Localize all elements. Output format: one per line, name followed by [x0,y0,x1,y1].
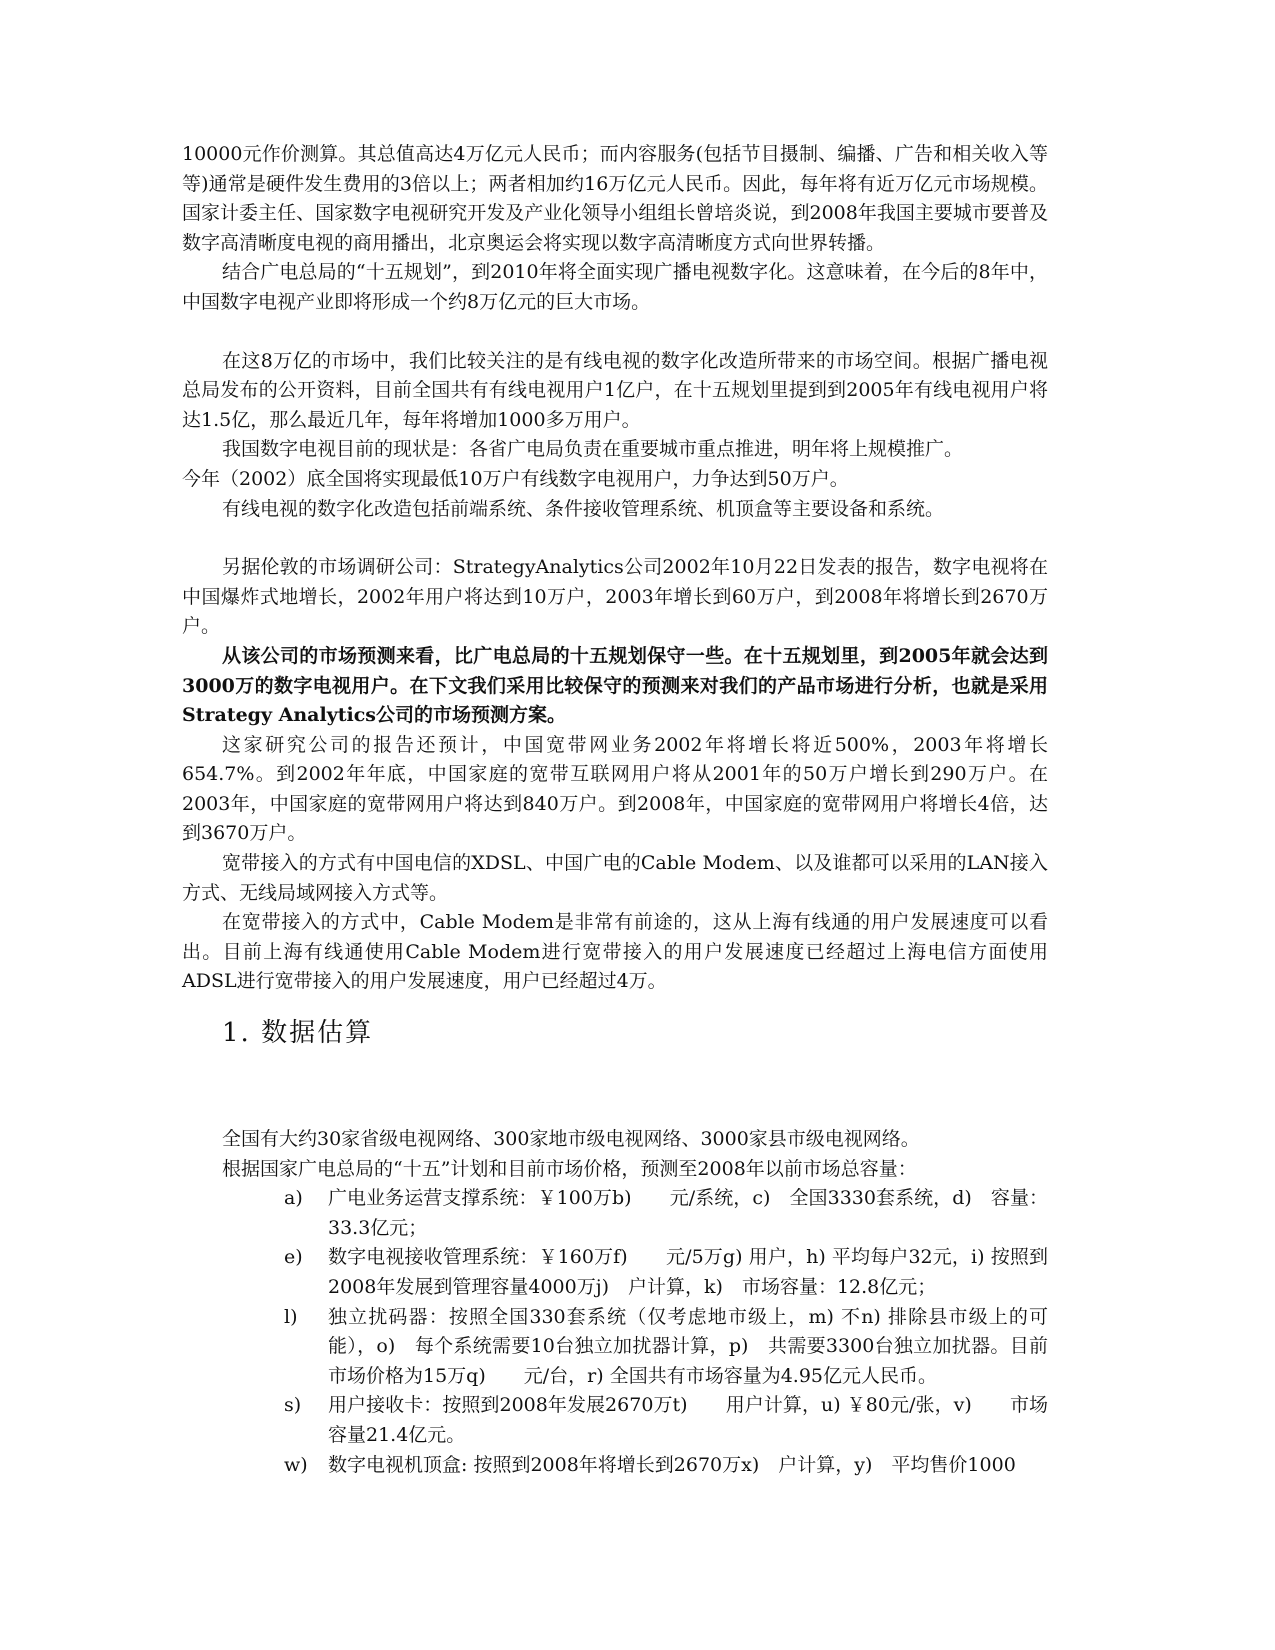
section-heading: 1. 数据估算 [222,1018,374,1049]
list-item-label: w) [284,1453,308,1476]
list-item-text: 独立扰码器：按照全国330套系统（仅考虑地市级上，m) 不n) 排除县市级上的可能），o) 每个系统需要10台独立加扰器计算，p) 共需要3300台独立加扰器。目前市场价格为15万q) 元/台，r) 全国共有市场容量为4.95亿元人民币。 [328,1305,1048,1387]
list-item-text: 数字电视接收管理系统：￥160万f) 元/5万g) 用户，h) 平均每户32元，i) 按照到2008年发展到管理容量4000万j) 户计算，k) 市场容量：12.8亿元； [328,1246,1048,1298]
paragraph-cable-modem: 在宽带接入的方式中，Cable Modem是非常有前途的，这从上海有线通的用户发展速度可以看出。目前上海有线通使用Cable Modem进行宽带接入的用户发展速度已经超过上海电信方面使用ADSL进行宽带接入的用户发展速度，用户已经超过4万。 [182,911,1048,993]
paragraph-market-value: 10000元作价测算。其总值高达4万亿元人民币；而内容服务(包括节目摄制、编播、广告和相关收入等等)通常是硬件发生费用的3倍以上；两者相加约16万亿元人民币。因此，每年将有近万亿元市场规模。国家计委主任、国家数字电视研究开发及产业化领导小组组长曾培炎说，到2008年我国主要城市要普及数字高清晰度电视的商用播出，北京奥运会将实现以数字高清晰度方式向世界转播。 [182,143,1048,254]
paragraph-cable-market: 在这8万亿的市场中，我们比较关注的是有线电视的数字化改造所带来的市场空间。根据广播电视总局发布的公开资料，目前全国共有有线电视用户1亿户，在十五规划里提到到2005年有线电视用户将达1.5亿，那么最近几年，每年将增加1000多万用户。 [182,349,1048,431]
list-item [284,1391,1048,1450]
paragraph-user-target: 今年（2002）底全国将实现最低10万户有线数字电视用户，力争达到50万户。 [182,467,849,490]
list-item [284,1303,1048,1392]
section-intro-networks: 全国有大约30家省级电视网络、300家地市级电视网络、3000家县市级电视网络。 [222,1128,920,1151]
list-item [284,1243,1048,1302]
paragraph-access-methods: 宽带接入的方式有中国电信的XDSL、中国广电的Cable Modem、以及谁都可以采用的LAN接入方式、无线局域网接入方式等。 [182,852,1048,904]
list-item-text: 用户接收卡：按照到2008年发展2670万t) 用户计算，u) ￥80元/张，v) 市场容量21.4亿元。 [328,1394,1048,1446]
blank-line [182,318,1048,347]
list-item-label: l) [284,1305,298,1328]
list-item-label: e) [284,1246,303,1269]
list-item-text: 广电业务运营支撑系统：￥100万b) 元/系统，c) 全国3330套系统，d) 容量：33.3亿元； [328,1187,1048,1239]
list-item-label: s) [284,1394,302,1417]
list-item-label: a) [284,1187,303,1210]
document-page [182,140,1048,1480]
paragraph-forecast-choice: 从该公司的市场预测来看，比广电总局的十五规划保守一些。在十五规划里，到2005年就会达到3000万的数字电视用户。在下文我们采用比较保守的预测来对我们的产品市场进行分析，也就是采用Strategy Analytics公司的市场预测方案。 [182,644,1048,727]
blank-line [182,1051,1048,1125]
paragraph-fifteen-plan: 结合广电总局的“十五规划”，到2010年将全面实现广播电视数字化。这意味着，在今后的8年中，中国数字电视产业即将形成一个约8万亿元的巨大市场。 [182,261,1048,313]
blank-line [182,524,1048,553]
list-item-text: 数字电视机顶盒: 按照到2008年将增长到2670万x) 户计算，y) 平均售价1000 [328,1453,1016,1476]
market-capacity-list [182,1184,1048,1480]
paragraph-strategy-analytics: 另据伦敦的市场调研公司：StrategyAnalytics公司2002年10月22日发表的报告，数字电视将在中国爆炸式地增长，2002年用户将达到10万户，2003年增长到60万户，到2008年将增长到2670万户。 [182,556,1048,638]
list-item [284,1184,1048,1243]
list-item [284,1451,1048,1481]
paragraph-digitization-scope: 有线电视的数字化改造包括前端系统、条件接收管理系统、机顶盒等主要设备和系统。 [222,497,945,520]
paragraph-current-status: 我国数字电视目前的现状是：各省广电局负责在重要城市重点推进，明年将上规模推广。 [222,438,964,461]
paragraph-broadband-forecast: 这家研究公司的报告还预计，中国宽带网业务2002年将增长将近500%，2003年将增长654.7%。到2002年年底，中国家庭的宽带互联网用户将从2001年的50万户增长到290万户。在2003年，中国家庭的宽带网用户将达到840万户。到2008年，中国家庭的宽带网用户将增长4倍，达到3670万户。 [182,733,1048,845]
section-intro-forecast: 根据国家广电总局的“十五”计划和目前市场价格，预测至2008年以前市场总容量： [222,1157,917,1180]
